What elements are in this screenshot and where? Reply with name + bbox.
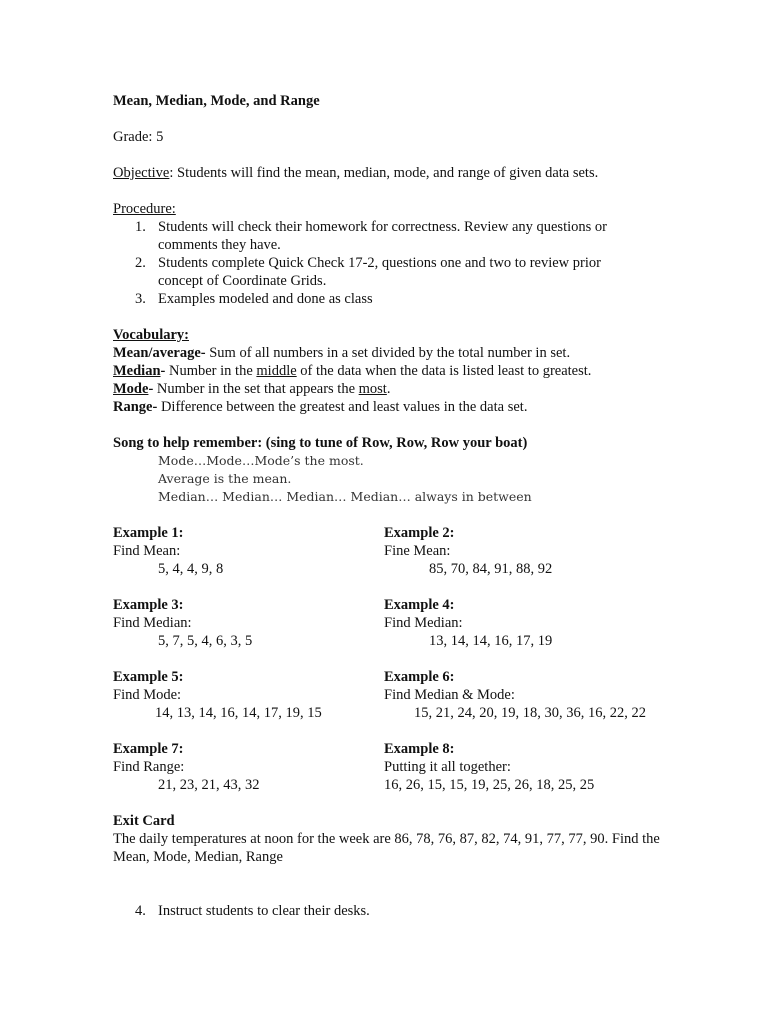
example-task: Find Range: <box>113 759 185 775</box>
example-title: Example 4: <box>384 597 455 613</box>
objective-line <box>113 164 673 182</box>
example-3 <box>113 596 384 650</box>
example-title: Example 3: <box>113 597 184 613</box>
procedure-item-number: 4. <box>135 903 146 919</box>
example-2 <box>384 524 664 578</box>
example-5 <box>113 668 384 722</box>
song-line: Mode…Mode…Mode’s the most. <box>158 453 364 468</box>
example-data: 5, 4, 4, 9, 8 <box>158 561 224 577</box>
examples-row <box>113 740 673 794</box>
vocab-dash: - <box>148 381 154 397</box>
procedure-item-text: comments they have. <box>158 237 281 253</box>
vocabulary-label: Vocabulary: <box>113 327 189 343</box>
vocab-keyword: most <box>358 381 387 397</box>
vocab-definition: Difference between the greatest and least values in the data set. <box>157 399 528 415</box>
example-task: Find Median: <box>113 615 192 631</box>
example-task: Find Median & Mode: <box>384 687 515 703</box>
song-heading: Song to help remember: (sing to tune of Row, Row, Row your boat) <box>113 435 528 451</box>
example-data: 16, 26, 15, 15, 19, 25, 26, 18, 25, 25 <box>384 777 595 793</box>
procedure-label: Procedure: <box>113 201 176 217</box>
example-4 <box>384 596 664 650</box>
example-title: Example 2: <box>384 525 455 541</box>
procedure-item-text: Examples modeled and done as class <box>158 291 373 307</box>
examples-grid <box>113 524 673 794</box>
example-title: Example 1: <box>113 525 184 541</box>
example-task: Find Mode: <box>113 687 182 703</box>
example-task: Fine Mean: <box>384 543 451 559</box>
vocab-median <box>113 362 673 380</box>
grade-line: Grade: 5 <box>113 129 164 145</box>
example-title: Example 5: <box>113 669 184 685</box>
example-title: Example 8: <box>384 741 455 757</box>
examples-row <box>113 524 673 578</box>
examples-row <box>113 596 673 650</box>
procedure-item-text: Students will check their homework for correctness. Review any questions or <box>158 219 607 235</box>
procedure-item-3 <box>113 290 673 308</box>
vocab-keyword: middle <box>256 363 297 379</box>
exit-card-text: The daily temperatures at noon for the week are 86, 78, 76, 87, 82, 74, 91, 77, 77, 90. Find the Mean, Mode, Median, Range <box>113 831 660 865</box>
vocab-definition: Number in the set that appears the <box>153 381 359 397</box>
vocab-dash: - <box>160 363 166 379</box>
procedure-item-2-continued <box>113 272 673 290</box>
vocab-definition: Number in the <box>165 363 257 379</box>
song-line: Average is the mean. <box>158 471 292 486</box>
procedure-item-1 <box>113 218 673 236</box>
document-title: Mean, Median, Mode, and Range <box>113 93 320 109</box>
procedure-item-number: 3. <box>135 291 146 307</box>
procedure-item-4 <box>113 902 673 920</box>
example-task: Find Median: <box>384 615 463 631</box>
example-data: 15, 21, 24, 20, 19, 18, 30, 36, 16, 22, 22 <box>414 705 646 721</box>
procedure-item-text: Students complete Quick Check 17-2, questions one and two to review prior <box>158 255 601 271</box>
example-data: 13, 14, 14, 16, 17, 19 <box>429 633 553 649</box>
vocab-term: Range- <box>113 399 158 415</box>
example-8 <box>384 740 664 794</box>
exit-card-heading: Exit Card <box>113 813 175 829</box>
example-data: 14, 13, 14, 16, 14, 17, 19, 15 <box>155 705 322 721</box>
objective-text: : Students will find the mean, median, mode, and range of given data sets. <box>169 165 599 181</box>
vocab-definition: . <box>386 381 391 397</box>
example-title: Example 7: <box>113 741 184 757</box>
example-task: Find Mean: <box>113 543 181 559</box>
objective-label: Objective <box>113 165 170 181</box>
example-title: Example 6: <box>384 669 455 685</box>
example-data: 5, 7, 5, 4, 6, 3, 5 <box>158 633 253 649</box>
procedure-item-2 <box>113 254 673 272</box>
example-data: 21, 23, 21, 43, 32 <box>158 777 260 793</box>
vocab-mode <box>113 380 673 398</box>
example-1 <box>113 524 384 578</box>
procedure-item-1-continued <box>113 236 673 254</box>
procedure-item-number: 1. <box>135 219 146 235</box>
procedure-item-number: 2. <box>135 255 146 271</box>
lesson-plan-document <box>113 92 673 920</box>
example-task: Putting it all together: <box>384 759 511 775</box>
vocab-term: Mean/average- <box>113 345 206 361</box>
vocab-range <box>113 398 673 416</box>
examples-row <box>113 668 673 722</box>
vocab-term: Median <box>113 363 161 379</box>
vocab-term: Mode <box>113 381 149 397</box>
song-line: Median… Median… Median… Median… always in between <box>158 489 532 504</box>
procedure-list <box>113 218 673 308</box>
vocab-mean <box>113 344 673 362</box>
example-6 <box>384 668 664 722</box>
vocab-definition: Sum of all numbers in a set divided by the total number in set. <box>205 345 571 361</box>
procedure-item-text: concept of Coordinate Grids. <box>158 273 327 289</box>
procedure-item-text: Instruct students to clear their desks. <box>158 903 370 919</box>
example-data: 85, 70, 84, 91, 88, 92 <box>429 561 553 577</box>
vocab-definition: of the data when the data is listed least to greatest. <box>296 363 592 379</box>
example-7 <box>113 740 384 794</box>
